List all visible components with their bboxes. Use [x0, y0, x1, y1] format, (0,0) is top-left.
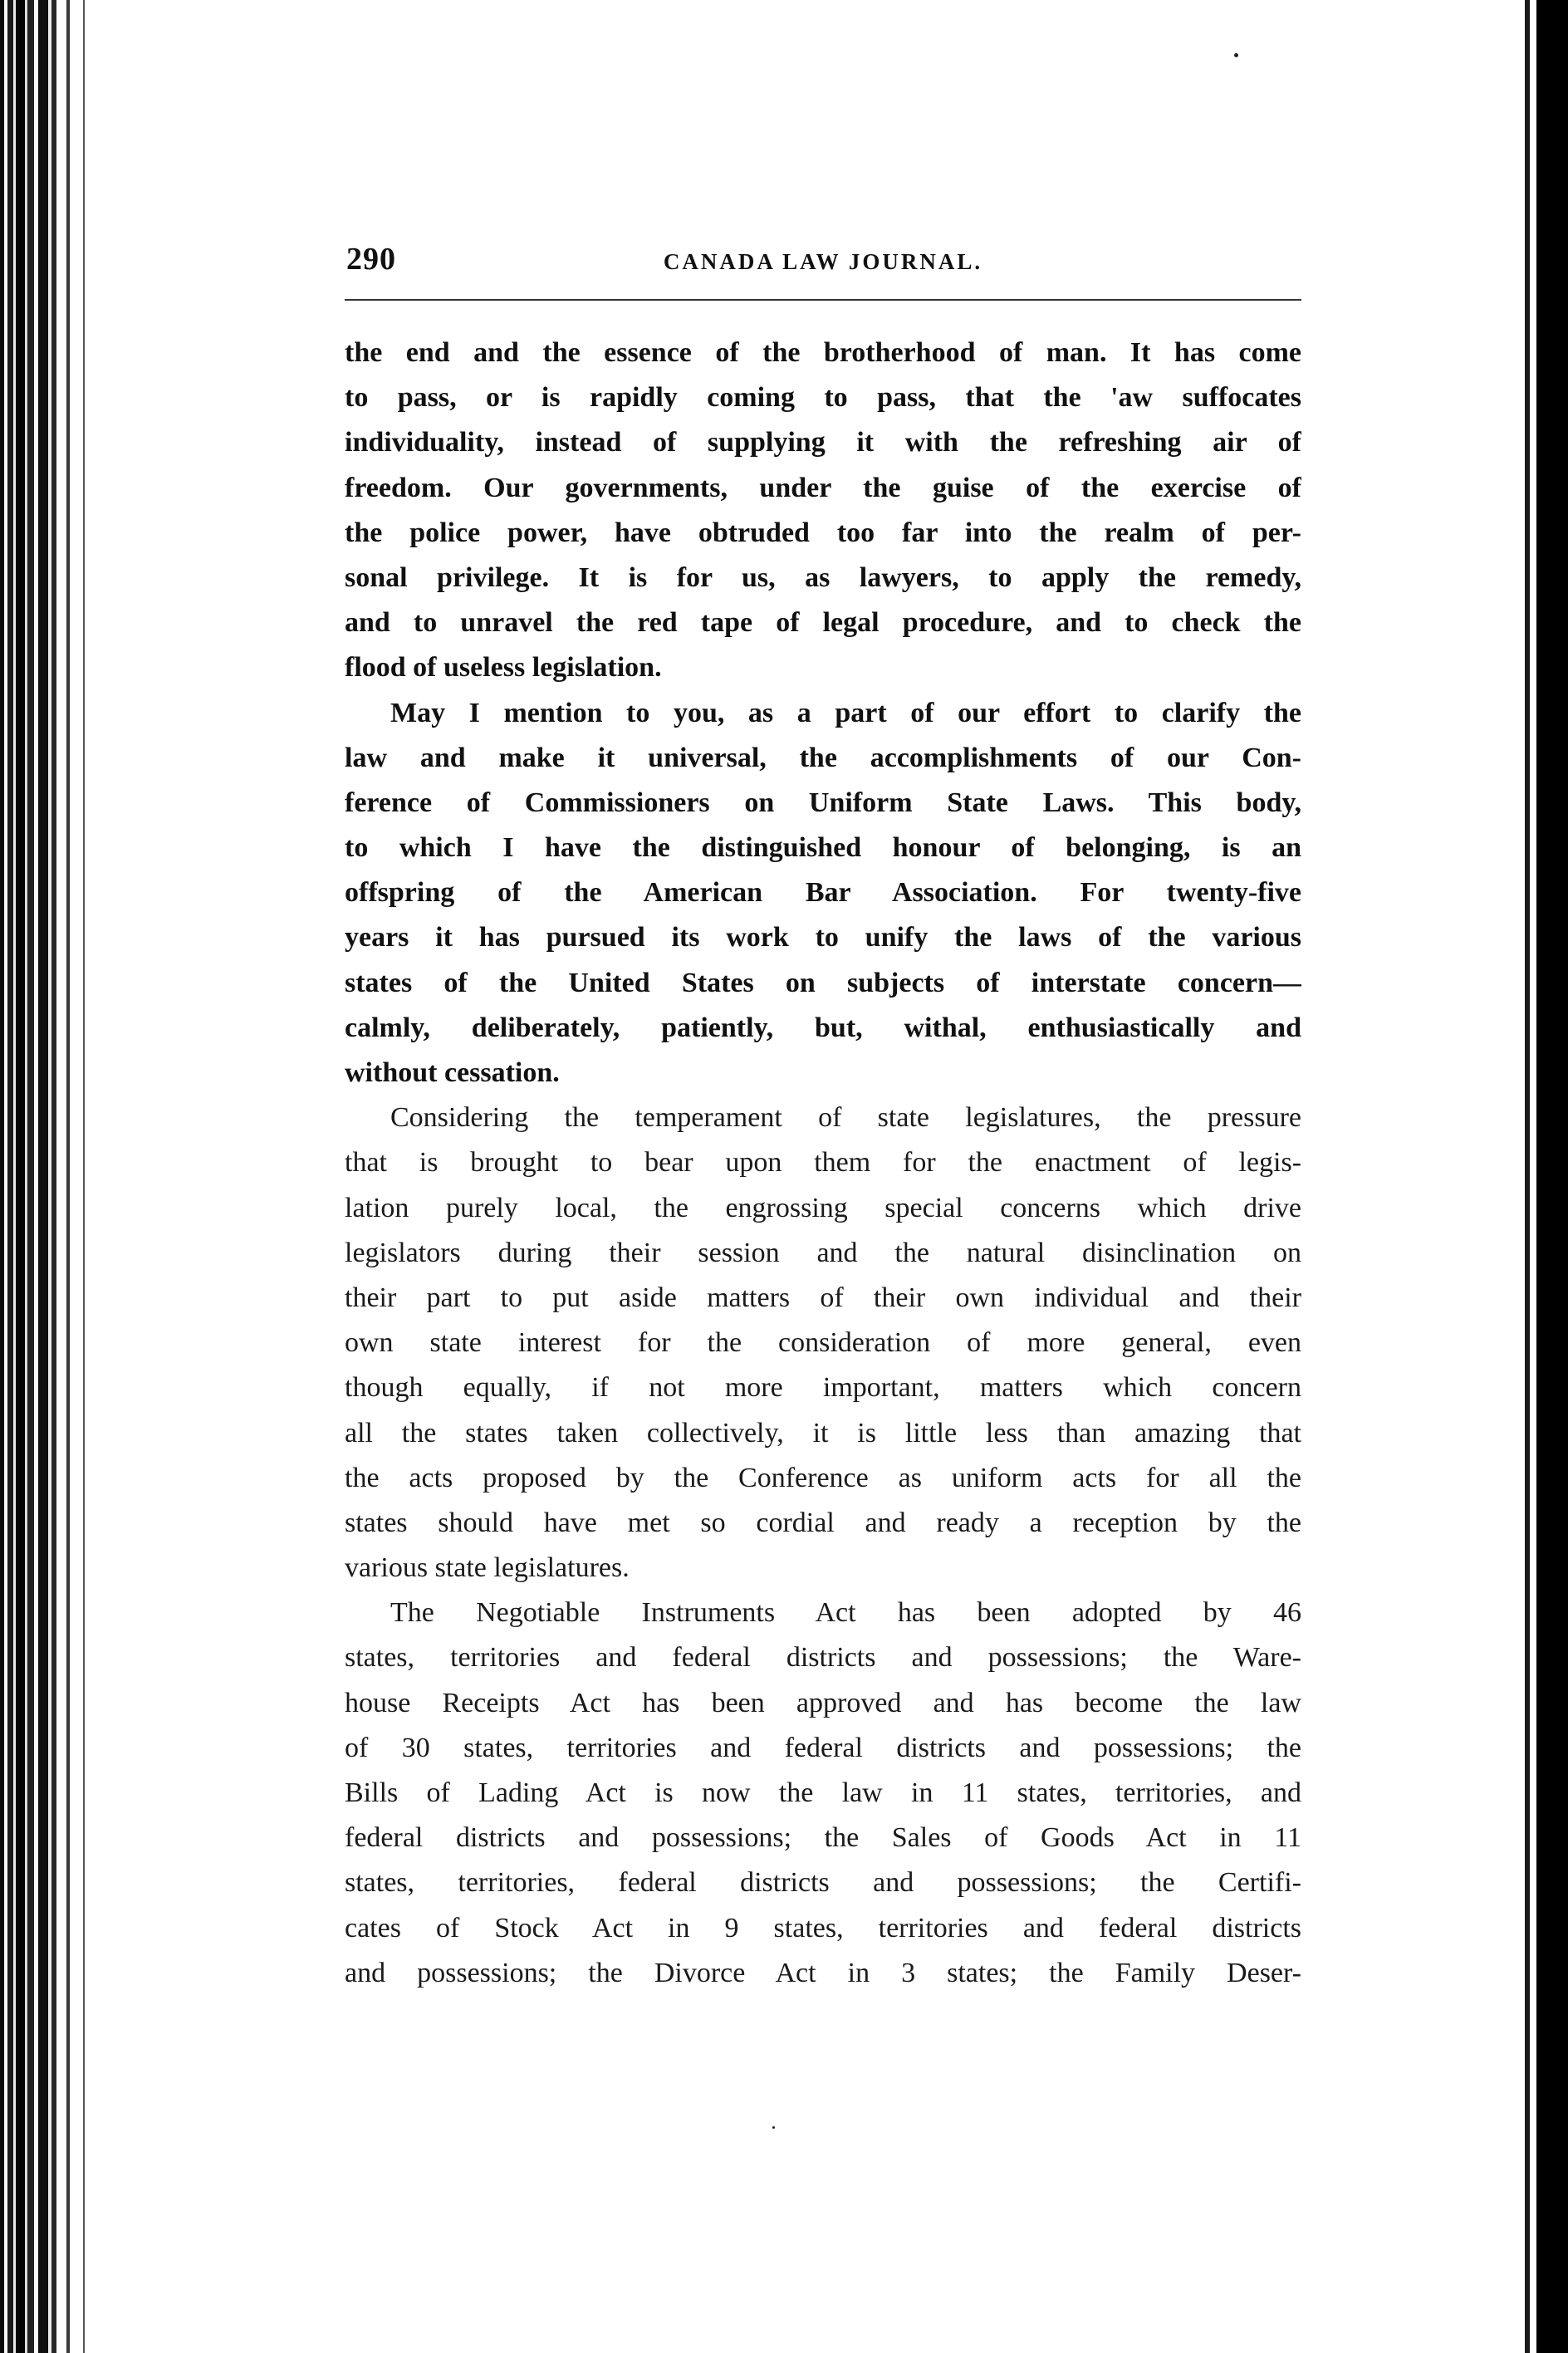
paragraph-2 [345, 691, 1301, 1096]
text-line: the acts proposed by the Conference as uniform acts for all the [345, 1462, 1301, 1493]
text-line: freedom. Our governments, under the guise of the exercise of [345, 472, 1301, 503]
text-line: without cessation. [345, 1057, 560, 1088]
text-line: federal districts and possessions; the Sales of Goods Act in 11 [345, 1822, 1301, 1854]
text-line: states should have met so cordial and ready a reception by the [345, 1507, 1301, 1538]
text-line: own state interest for the consideration of more general, even [345, 1327, 1301, 1359]
text-line: legislators during their session and the natural disinclination on [345, 1237, 1301, 1268]
text-line: and to unravel the red tape of legal procedure, and to check the [345, 607, 1301, 639]
text-line: to pass, or is rapidly coming to pass, that the 'aw suffocates [345, 382, 1301, 414]
scan-speck [1234, 53, 1238, 57]
scan-speck [772, 2126, 775, 2129]
text-line: offspring of the American Bar Association. For twenty-five [345, 877, 1301, 909]
text-line: the police power, have obtruded too far into the realm of per- [345, 517, 1301, 548]
text-line: individuality, instead of supplying it with the refreshing air of [345, 427, 1301, 458]
text-line: flood of useless legislation. [345, 652, 662, 684]
text-line: years it has pursued its work to unify the laws of the various [345, 922, 1301, 953]
text-line: calmly, deliberately, patiently, but, withal, enthusiastically and [345, 1012, 1301, 1043]
text-line: states of the United States on subjects of interstate concern— [345, 967, 1301, 998]
text-line: states, territories, federal districts and possessions; the Certifi- [345, 1867, 1301, 1899]
journal-title: CANADA LAW JOURNAL. [663, 249, 983, 274]
text-line: May I mention to you, as a part of our effort to clarify the [390, 697, 1301, 728]
running-header [345, 241, 1301, 281]
text-line: though equally, if not more important, matters which concern [345, 1372, 1301, 1404]
page-binding-left-edge [0, 0, 108, 2353]
text-line: states, territories and federal districts and possessions; the Ware- [345, 1642, 1301, 1674]
text-line: Considering the temperament of state legislatures, the pressure [390, 1102, 1301, 1134]
text-line: and possessions; the Divorce Act in 3 states; the Family Deser- [345, 1957, 1301, 1988]
text-line: all the states taken collectively, it is little less than amazing that [345, 1417, 1301, 1449]
text-line: sonal privilege. It is for us, as lawyers, to apply the remedy, [345, 561, 1301, 593]
header-rule [345, 299, 1301, 301]
paragraph-1 [345, 331, 1301, 691]
text-line: The Negotiable Instruments Act has been adopted by 46 [390, 1597, 1301, 1629]
page-number: 290 [346, 242, 396, 277]
text-line: that is brought to bear upon them for the enactment of legis- [345, 1147, 1301, 1179]
text-line: lation purely local, the engrossing special concerns which drive [345, 1192, 1301, 1223]
document-page [345, 241, 1301, 1996]
paragraph-3 [345, 1096, 1301, 1591]
text-line: law and make it universal, the accomplishments of our Con- [345, 742, 1301, 773]
text-line: Bills of Lading Act is now the law in 11 states, territories, and [345, 1777, 1301, 1808]
text-line: of 30 states, territories and federal districts and possessions; the [345, 1732, 1301, 1763]
text-line: their part to put aside matters of their own individual and their [345, 1282, 1301, 1313]
text-line: the end and the essence of the brotherhood of man. It has come [345, 337, 1301, 368]
text-line: ference of Commissioners on Uniform State Laws. This body, [345, 787, 1301, 818]
page-binding-right-edge [1510, 0, 1568, 2353]
text-line: cates of Stock Act in 9 states, territories and federal districts [345, 1912, 1301, 1944]
text-line: various state legislatures. [345, 1552, 630, 1584]
text-line: to which I have the distinguished honour of belonging, is an [345, 832, 1301, 864]
paragraph-4 [345, 1591, 1301, 1996]
text-line: house Receipts Act has been approved and has become the law [345, 1687, 1301, 1718]
